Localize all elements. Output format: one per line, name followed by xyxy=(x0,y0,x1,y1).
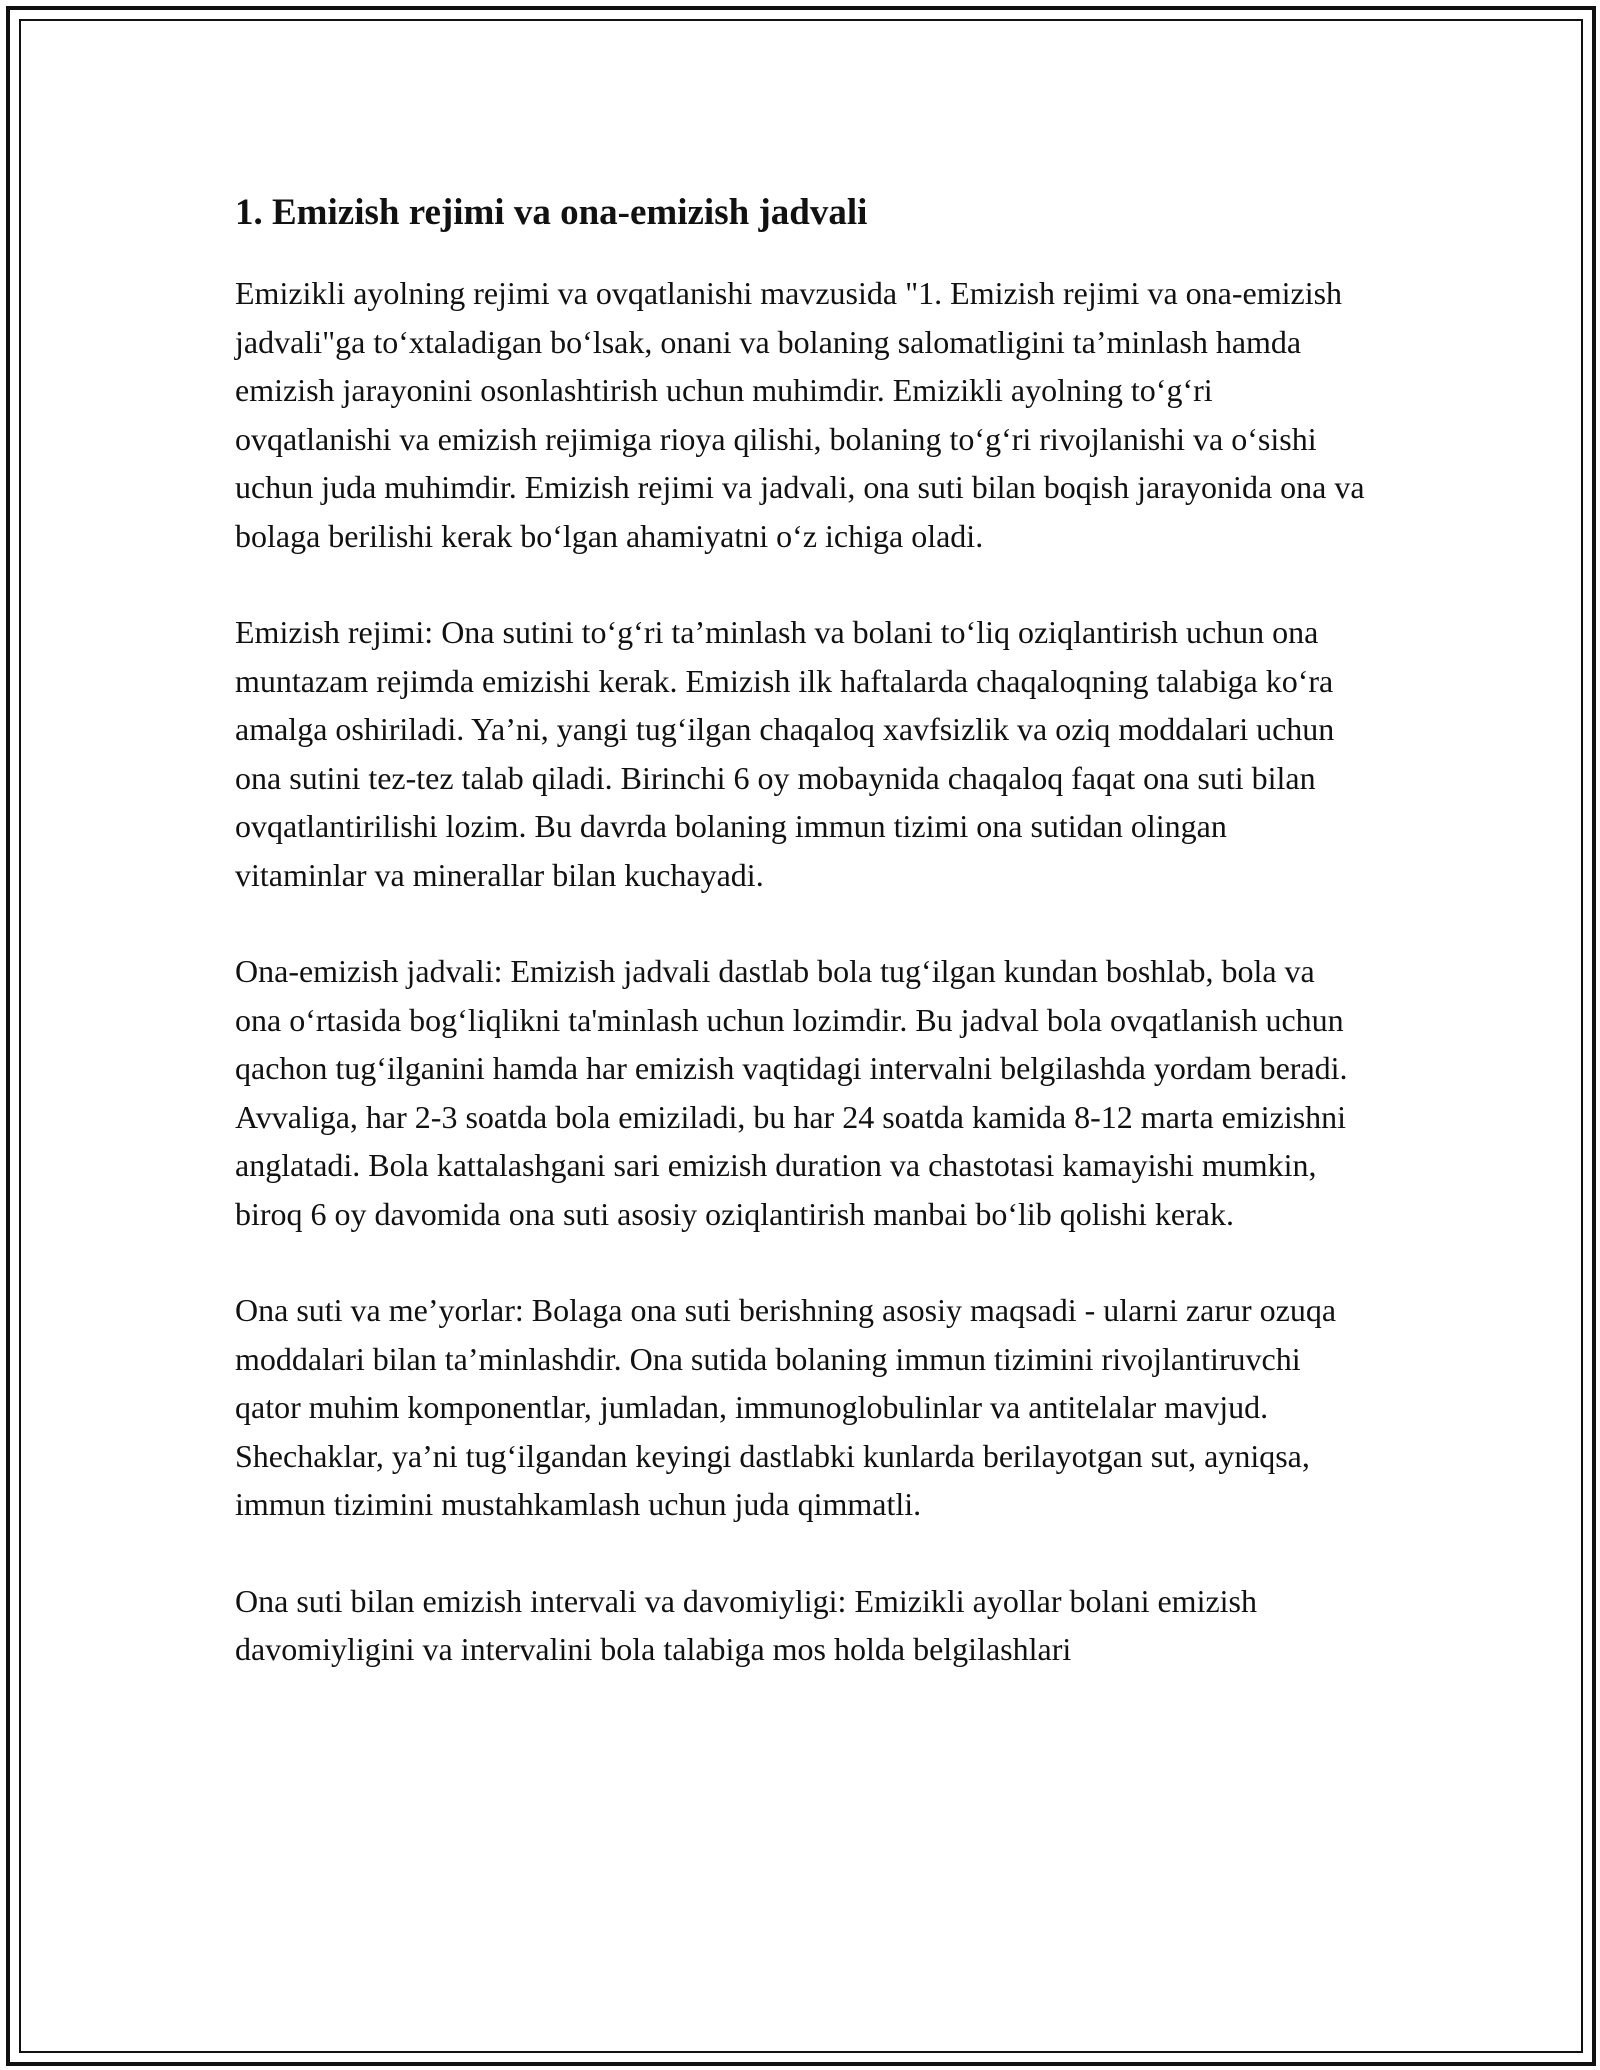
paragraph-interval-davomiylik: Ona suti bilan emizish intervali va davomiyligi: Emizikli ayollar bolani emizish davomiyligini va intervalini bola talabiga mos holda belgilashlari xyxy=(235,1582,1257,1667)
paragraph-ona-suti-meyorlar: Ona suti va me’yorlar: Bolaga ona suti berishning asosiy maqsadi - ularni zarur ozuqa moddalari bilan ta’minlashdir. Ona sutida bolaning immun tizimini rivojlantiruvchi qator muhim komponentlar, jumladan, immunoglobulinlar va antitelalar mavjud. Shechaklar, ya’ni tug‘ilgandan keyingi dastlabki kunlarda berilayotgan sut, ayniqsa, immun tizimini mustahkamlash uchun juda qimmatli. xyxy=(235,1292,1337,1522)
section-heading: 1. Emizish rejimi va ona-emizish jadvali xyxy=(235,192,868,233)
paragraph-emizish-rejimi: Emizish rejimi: Ona sutini to‘g‘ri ta’minlash va bolani to‘liq oziqlantirish uchun ona muntazam rejimda emizishi kerak. Emizish ilk haftalarda chaqaloqning talabiga ko‘ra amalga oshiriladi. Ya’ni, yangi tug‘ilgan chaqaloq xavfsizlik va oziq moddalari uchun ona sutini tez-tez talab qiladi. Birinchi 6 oy mobaynida chaqaloq faqat ona suti bilan ovqatlantirilishi lozim. Bu davrda bolaning immun tizimi ona sutidan olingan vitaminlar va minerallar bilan kuchayadi. xyxy=(235,614,1335,893)
paragraph-ona-emizish-jadvali: Ona-emizish jadvali: Emizish jadvali dastlab bola tug‘ilgan kundan boshlab, bola va ona o‘rtasida bog‘liqlikni ta'minlash uchun lozimdir. Bu jadval bola ovqatlanish uchun qachon tug‘ilganini hamda har emizish vaqtidagi intervalni belgilashda yordam beradi. Avvaliga, har 2-3 soatda bola emiziladi, bu har 24 soatda kamida 8-12 marta emizishni anglatadi. Bola kattalashgani sari emizish duration va chastotasi kamayishi mumkin, biroq 6 oy davomida ona suti asosiy oziqlantirish manbai bo‘lib qolishi kerak. xyxy=(235,953,1348,1232)
paragraph-intro: Emizikli ayolning rejimi va ovqatlanishi mavzusida "1. Emizish rejimi va ona-emizish jadvali"ga to‘xtaladigan bo‘lsak, onani va bolaning salomatligini ta’minlash hamda emizish jarayonini osonlashtirish uchun muhimdir. Emizikli ayolning to‘g‘ri ovqatlanishi va emizish rejimiga rioya qilishi, bolaning to‘g‘ri rivojlanishi va o‘sishi uchun juda muhimdir. Emizish rejimi va jadvali, ona suti bilan boqish jarayonida ona va bolaga berilishi kerak bo‘lgan ahamiyatni o‘z ichiga oladi. xyxy=(235,275,1365,554)
document-body xyxy=(235,185,1365,1674)
